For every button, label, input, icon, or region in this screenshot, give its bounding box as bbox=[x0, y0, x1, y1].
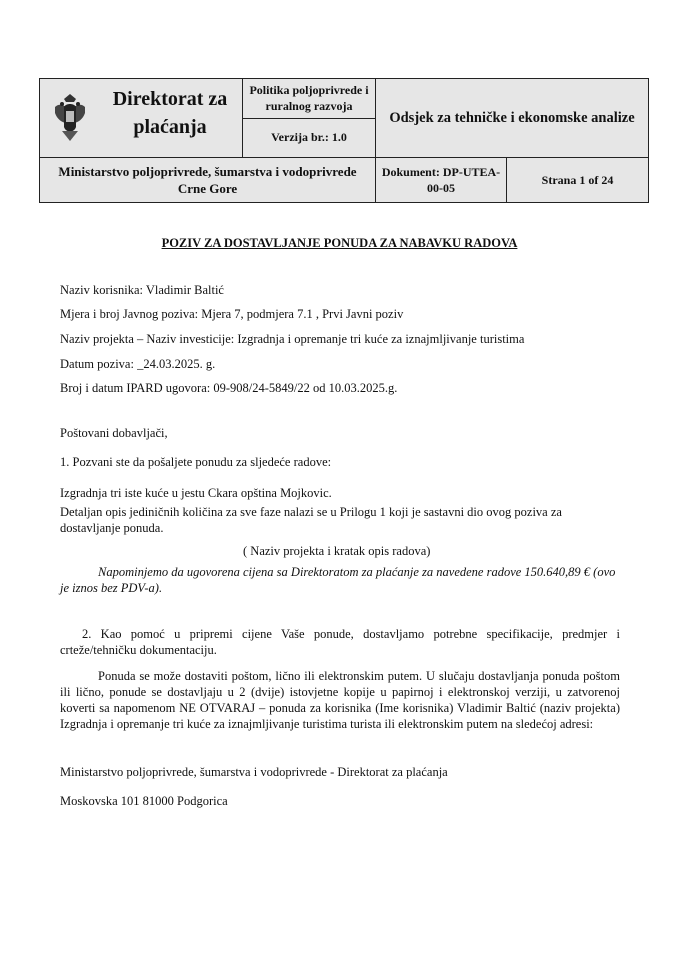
field-beneficiary: Naziv korisnika: Vladimir Baltić bbox=[60, 283, 224, 297]
submission-paragraph: Ponuda se može dostaviti poštom, lično ili elektronskim putem. U slučaju dostavljanja ponuda poštom ili lično, ponude se dostavljaju u 2 (dvije) istovjetne kopije u papirnoj i elektronskoj verziji, u zatvorenoj koverti sa napomenom NE OTVARAJ – ponuda za korisnika (Ime korisnika) Vladimir Baltić (naziv projekta) Izgradnja i opremanje tri kuće za iznajmljivanje turistima turista ili elektronskim putem na sledećoj adresi: bbox=[60, 669, 620, 731]
ministry-cell: Ministarstvo poljoprivrede, šumarstva i vodoprivrede Crne Gore bbox=[40, 158, 376, 203]
document-header bbox=[39, 78, 649, 203]
document-title: POZIV ZA DOSTAVLJANJE PONUDA ZA NABAVKU RADOVA bbox=[161, 236, 518, 250]
greeting: Poštovani dobavljači, bbox=[60, 426, 168, 440]
page-number-cell: Strana 1 of 24 bbox=[507, 158, 649, 203]
field-measure: Mjera i broj Javnog poziva: Mjera 7, podmjera 7.1 , Prvi Javni poziv bbox=[60, 307, 404, 321]
policy-cell: Politika poljoprivrede i ruralnog razvoja bbox=[243, 79, 376, 119]
project-note: ( Naziv projekta i kratak opis radova) bbox=[243, 544, 431, 558]
document-number-cell: Dokument: DP-UTEA-00-05 bbox=[376, 158, 507, 203]
work-description: Izgradnja tri iste kuće u jestu Ckara opština Mojkovic. bbox=[60, 486, 332, 500]
price-note: Napominjemo da ugovorena cijena sa Direktoratom za plaćanje za navedene radove 150.640,89 € (ovo je iznos bez PDV-a). bbox=[60, 565, 616, 595]
item-1: 1. Pozvani ste da pošaljete ponudu za sljedeće radove: bbox=[60, 455, 332, 469]
version-cell: Verzija br.: 1.0 bbox=[243, 118, 376, 158]
org-name: Direktorat za plaćanja bbox=[112, 88, 228, 138]
org-cell bbox=[40, 79, 243, 158]
address-line-2: Moskovska 101 81000 Podgorica bbox=[60, 794, 228, 808]
item-2: 2. Kao pomoć u pripremi cijene Vaše ponude, dostavljamo potrebne specifikacije, predmjer i crteže/tehničku dokumentaciju. bbox=[60, 627, 620, 657]
field-date: Datum poziva: _24.03.2025. g. bbox=[60, 357, 216, 371]
detail-paragraph: Detaljan opis jediničnih količina za sve faze nalazi se u Prilogu 1 koji je sastavni dio ovog poziva za dostavljanje ponuda. bbox=[60, 505, 562, 535]
department-cell: Odsjek za tehničke i ekonomske analize bbox=[376, 79, 649, 158]
montenegro-crest-icon bbox=[50, 93, 90, 143]
field-contract: Broj i datum IPARD ugovora: 09-908/24-5849/22 od 10.03.2025.g. bbox=[60, 381, 398, 395]
address-line-1: Ministarstvo poljoprivrede, šumarstva i vodoprivrede - Direktorat za plaćanja bbox=[60, 765, 448, 779]
field-project: Naziv projekta – Naziv investicije: Izgradnja i opremanje tri kuće za iznajmljivanje turistima bbox=[60, 332, 525, 346]
